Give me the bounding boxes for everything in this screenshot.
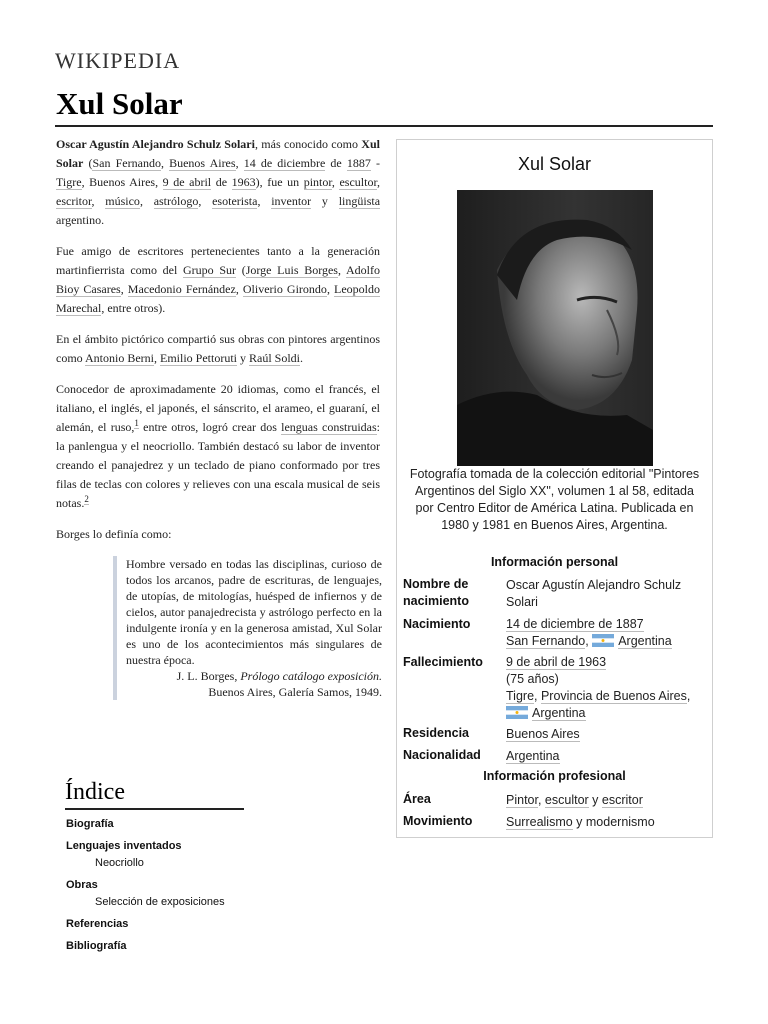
- link-macedonio[interactable]: Macedonio Fernández: [127, 282, 236, 296]
- link-san-fernando[interactable]: San Fernando: [92, 156, 161, 170]
- label-birth: Nacimiento: [403, 617, 471, 631]
- movement-modernismo: modernismo: [585, 815, 655, 829]
- value-residence: [506, 726, 580, 743]
- link-borges[interactable]: Jorge Luis Borges: [245, 263, 338, 277]
- value-birth: 14 de diciembre de 1887 San Fernando, Argentina: [506, 617, 672, 648]
- quote-work: Prólogo catálogo exposición.: [240, 669, 382, 683]
- link-inventor[interactable]: inventor: [271, 194, 312, 208]
- link-death-date[interactable]: 9 de abril: [162, 175, 212, 189]
- painters-paragraph: En el ámbito pictórico compartió sus obras con pintores argentinos como Antonio Berni, Emilio Pettoruti y Raúl Soldi.: [56, 332, 380, 365]
- link-soldi[interactable]: Raúl Soldi: [249, 351, 301, 365]
- link-residence[interactable]: Buenos Aires: [506, 727, 580, 741]
- link-birth-country[interactable]: Argentina: [618, 634, 672, 648]
- link-area-pintor[interactable]: Pintor: [506, 793, 538, 807]
- link-area-escritor[interactable]: escritor: [601, 793, 643, 807]
- death-age: (75 años): [506, 672, 559, 686]
- link-surrealismo[interactable]: Surrealismo: [506, 815, 573, 829]
- link-tigre[interactable]: Tigre: [56, 175, 82, 189]
- link-grupo-sur[interactable]: Grupo Sur: [183, 263, 237, 277]
- section-professional-info: Información profesional: [483, 769, 626, 783]
- value-death: 9 de abril de 1963 (75 años) Tigre, Provincia de Buenos Aires, Argentina: [506, 655, 691, 720]
- blockquote: [113, 556, 382, 700]
- link-1963[interactable]: 1963: [231, 175, 256, 189]
- title-divider: [55, 125, 713, 127]
- argentina-flag-icon: [592, 634, 614, 647]
- link-linguista[interactable]: lingüista: [338, 194, 381, 208]
- link-death-full-date[interactable]: 9 de abril de 1963: [506, 655, 607, 669]
- label-nationality: Nacionalidad: [403, 748, 481, 762]
- full-name: Oscar Agustín Alejandro Schulz Solari: [56, 137, 255, 151]
- article-body: [56, 135, 380, 556]
- reference-1[interactable]: 1: [134, 418, 139, 428]
- label-birth-name: Nombre de nacimiento: [403, 577, 469, 608]
- intro-paragraph: Oscar Agustín Alejandro Schulz Solari, más conocido como Xul Solar (San Fernando, Buenos Aires, 14 de diciembre de 1887 - Tigre, Buenos Aires, 9 de abril de 1963), fue un pintor, escultor, escritor, músico, astrólogo, esoterista, inventor y lingüista argentino.: [56, 137, 381, 227]
- portrait-image: [457, 190, 653, 466]
- label-residence: Residencia: [403, 726, 470, 740]
- label-area: Área: [403, 792, 431, 806]
- link-death-province[interactable]: Provincia de Buenos Aires: [540, 689, 687, 703]
- link-birth-place[interactable]: San Fernando: [506, 634, 586, 648]
- link-birth-full-date[interactable]: 14 de diciembre de 1887: [506, 617, 644, 631]
- friends-paragraph: Fue amigo de escritores pertenecientes tanto a la generación martinfierrista como del Grupo Sur (Jorge Luis Borges, Adolfo Bioy Casares, Macedonio Fernández, Oliverio Girondo, Leopoldo Marechal, entre otros).: [56, 244, 381, 315]
- value-movement: Surrealismo y modernismo: [506, 815, 655, 829]
- link-girondo[interactable]: Oliverio Girondo: [242, 282, 327, 296]
- toc-title: Índice: [65, 779, 125, 805]
- value-area: Pintor, escultor y escritor: [506, 793, 643, 807]
- link-escultor[interactable]: escultor: [339, 175, 377, 189]
- wikipedia-logo[interactable]: WIKIPEDIA: [55, 48, 181, 73]
- link-pintor[interactable]: pintor: [303, 175, 332, 189]
- link-pettoruti[interactable]: Emilio Pettoruti: [160, 351, 237, 365]
- link-musico[interactable]: músico: [105, 194, 140, 208]
- table-of-contents: [66, 816, 225, 955]
- toc-divider: [65, 808, 244, 810]
- link-marechal[interactable]: Leopoldo Marechal: [56, 282, 380, 315]
- toc-item-obras[interactable]: Obras: [66, 879, 98, 891]
- link-death-place[interactable]: Tigre: [506, 689, 535, 703]
- portrait-photo[interactable]: [457, 190, 653, 466]
- value-birth-name: Oscar Agustín Alejandro Schulz Solari: [506, 578, 682, 609]
- infobox: [396, 139, 713, 838]
- page-title: Xul Solar: [56, 86, 183, 121]
- quote-attribution: J. L. Borges, Prólogo catálogo exposición. Buenos Aires, Galería Samos, 1949.: [176, 669, 382, 699]
- argentina-flag-icon: [506, 706, 528, 719]
- quote-text: Hombre versado en todas las disciplinas, curioso de todos los arcanos, padre de escrituras, de lenguajes, de utopías, de mitologías, huésped de infiernos y de cielos, autor panajedrecista y astrólogo perfecto en la indulgente ironía y en la generosa amistad, Xul Solar es uno de los acontecimientos más singulares de nuestra época.: [126, 557, 382, 667]
- section-personal-info: Información personal: [490, 555, 619, 569]
- quote-place: Buenos Aires, Galería Samos, 1949.: [208, 685, 382, 699]
- link-berni[interactable]: Antonio Berni: [85, 351, 154, 365]
- link-death-country[interactable]: Argentina: [532, 706, 586, 720]
- link-nationality[interactable]: Argentina: [506, 749, 560, 763]
- link-esoterista[interactable]: esoterista: [212, 194, 258, 208]
- link-1887[interactable]: 1887: [346, 156, 371, 170]
- toc-subitem-exposiciones[interactable]: Selección de exposiciones: [95, 896, 225, 908]
- link-escritor[interactable]: escritor: [56, 194, 92, 208]
- link-bioy-casares[interactable]: Adolfo Bioy Casares: [56, 263, 381, 296]
- value-nationality: [506, 748, 560, 765]
- toc-item-biografia[interactable]: Biografía: [66, 818, 114, 830]
- link-area-escultor[interactable]: escultor: [544, 793, 589, 807]
- short-name: Xul Solar: [56, 137, 380, 170]
- link-birth-date[interactable]: 14 de diciembre: [243, 156, 326, 170]
- borges-intro: Borges lo definía como:: [56, 527, 172, 541]
- link-lenguas-construidas[interactable]: lenguas construidas: [281, 420, 377, 434]
- infobox-title: Xul Solar: [517, 154, 592, 174]
- portrait-caption: Fotografía tomada de la colección editorial "Pintores Argentinos del Siglo XX", volumen 1 al 58, editada por Centro Editor de América Latina. Publicada en 1980 y 1981 en Buenos Aires, Argentina.: [409, 467, 700, 532]
- link-astrologo[interactable]: astrólogo: [153, 194, 199, 208]
- toc-item-bibliografia[interactable]: Bibliografía: [66, 940, 127, 952]
- reference-2[interactable]: 2: [84, 494, 89, 504]
- toc-item-referencias[interactable]: Referencias: [66, 918, 129, 930]
- link-buenos-aires[interactable]: Buenos Aires: [169, 156, 236, 170]
- languages-paragraph: Conocedor de aproximadamente 20 idiomas, como el francés, el italiano, el inglés, el japonés, el sánscrito, el arameo, el guaraní, el alemán, el ruso,$^1$ entre otros, logró crear dos lenguas construidas: la panlengua y el neocriollo. También destacó su labor de inventor creando el panajedrez y un teclado de piano conformado por tres filas de teclas con colores y relieves con una escala musical de seis notas.$^2$: [56, 382, 381, 510]
- toc-item-lenguajes[interactable]: Lenguajes inventados: [66, 840, 182, 852]
- toc-subitem-neocriollo[interactable]: Neocriollo: [95, 857, 144, 869]
- label-movement: Movimiento: [403, 814, 473, 828]
- label-death: Fallecimiento: [403, 655, 483, 669]
